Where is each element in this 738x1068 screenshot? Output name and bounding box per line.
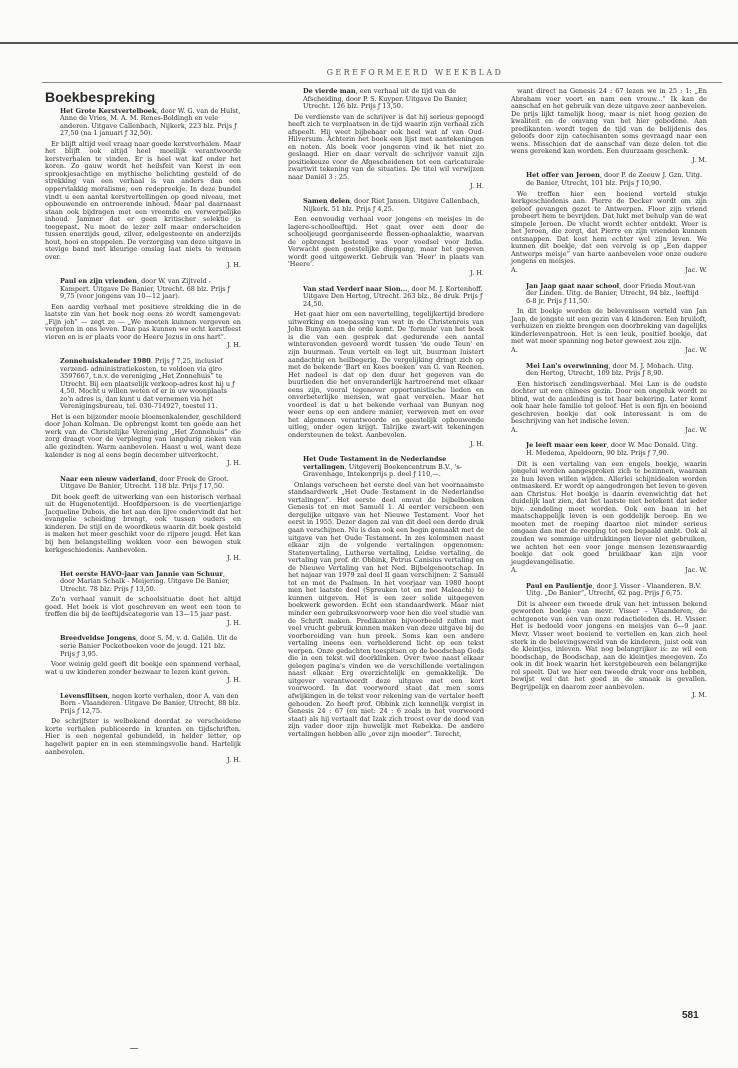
review-signature bbox=[45, 677, 241, 685]
book-title: Je leeft maar een keer bbox=[526, 441, 607, 450]
book-details: , negen korte verhalen, door A. van den Born - Vlaanderen. Uitgave De Banier, Utrecht, 88 blz. Prijs ƒ 12,75. bbox=[60, 691, 241, 715]
book-title: Paul en Paulientje bbox=[526, 581, 593, 590]
book-details: , door W. G. van de Hulst, Anne de Vries, M. A. M. Renes-Boldingh en vele anderen. Uitgave Callenbach, Nijkerk, 223 blz. Prijs ƒ 27,50 (na 1 januari ƒ 32,50). bbox=[60, 106, 241, 138]
book-details: , door Freek de Groot. Uitgave De Banier, Utrecht. 118 blz. Prijs ƒ 17,50. bbox=[60, 474, 229, 491]
masthead-rule bbox=[42, 82, 722, 83]
review-header bbox=[60, 571, 241, 594]
review-header bbox=[526, 442, 707, 457]
review-header bbox=[303, 286, 484, 309]
review-item bbox=[45, 278, 241, 350]
book-title: Het Grote Kerstvertelboek bbox=[60, 106, 157, 115]
review-body: Een aardig verhaal met positieve strekking die in de laatste zin van het boek nog eens zó wordt samengevat: „Fijn joh” — zegt ze — „We moeten kunnen vergeven en vergeten in ons leven. Dan pas kunnen we echt kerstfeest vieren en is er plaats voor de Heere Jezus in ons hart”. bbox=[45, 302, 241, 341]
review-body: Er blijft altijd veel vraag naar goede kerstverhalen. Maar het blijft ook altijd heel moeilijk verantwoorde kerstverhalen te vinden. Er is heel wat kaf onder het koren. Zo gauw wordt het heilsfeit van Kerst in een sprookjesachtige en mythische belichting gesteld of de strekking van een verhaal is van anders dan een oppervlakkig moralisme, een redepreekje. In deze bundel vindt u een aantal kerstvertellingen op goed niveau, met opbouwende en ontroerende inhoud. Maar pal daarnaast staan ook bijdragen met een vreemde en verwerpelijke inhoud. Jammer dat er geen kritischer selektie is toegepast. Nu moet de lezer zelf maar onderscheiden tussen enerzijds goud, zilver, edelgesteente en anderzijds hout, hooi en stoppelen. De verzorging van deze uitgave in stevige band met kleurige omslag laat niets te wensen over. bbox=[45, 139, 241, 261]
book-title: Jan Jaap gaat naar school bbox=[526, 281, 620, 290]
review-body: Een eenvoudig verhaal voor jongens en meisjes in de lagere-schoolleeftijd. Het gaat over een door de schooljeugd georganiseerde flessen-ophaalaktie, waarvan de opbrengst bestemd was voor voedsel voor India. Verwacht geen geestelijke diepgang, maar het gegeven wordt goed uitgewerkt. Gebruik van 'Heer' in plaats van 'Heere'. bbox=[288, 215, 484, 269]
book-details: , door Riet Jansen. Uitgave Callenbach, Nijkerk. 51 blz. Prijs ƒ 4,25. bbox=[303, 197, 480, 213]
review-signature bbox=[45, 555, 241, 563]
book-title: Van stad Verderf naar Sion... bbox=[303, 284, 408, 293]
review-item bbox=[511, 583, 707, 700]
book-details: , door Marian Schalk - Meijering. Uitgave De Banier, Utrecht. 78 blz. Prijs ƒ 13,50. bbox=[60, 569, 230, 593]
review-header bbox=[60, 476, 241, 491]
review-body: Voor weinig geld geeft dit boekje een spannend verhaal, wat u uw kinderen zonder bezwaar te lezen kunt geven. bbox=[45, 660, 241, 676]
signature-initial: A. bbox=[511, 566, 518, 575]
top-rule bbox=[0, 42, 738, 44]
signature-author: J. H. bbox=[470, 269, 484, 278]
column-1 bbox=[45, 88, 241, 773]
signature-author: J. M. bbox=[692, 155, 707, 164]
book-details: , door S. M. v. d. Galiën. Uit de serie Banier Pocketboeken voor de jeugd. 121 blz. Prijs ƒ 3,95. bbox=[60, 634, 238, 658]
review-header bbox=[60, 693, 241, 716]
review-body: Dit is een vertaling van een engels boekje, waarin jongelui worden aangesproken zich te bezinnen, waaraan ze hun leven willen wijden. Allerlei schijnidealen worden ontmaskerd. Er wordt op aangedrongen het leven te geven aan Christus. Het boekje is daarin evenwichtig dat het duidelijk laat zien, dat het laatste niet betekent dat ieder bijv. zendeling moet worden. Ook een baan in het maatschappelijk leven is een goddelijk beroep. En we moeten met de roeping daartoe niet minder serieus omgaan dan met de roeping tot een bepaald ambt. Ook al zouden we sommige uitdrukkingen liever niet gebruiken, we achten het een voor jonge mensen lezenswaardig boekje dat ook goed bruikbaar kan zijn voor jeugdevangelisatie. bbox=[511, 459, 707, 566]
review-header bbox=[526, 583, 707, 598]
review-signature bbox=[511, 692, 707, 700]
footer-mark bbox=[130, 1048, 138, 1049]
review-header bbox=[60, 278, 241, 301]
signature-author: J. H. bbox=[227, 341, 241, 350]
section-title: Boekbespreking bbox=[45, 89, 156, 105]
review-header bbox=[60, 635, 241, 658]
review-body: Een historisch zendingsverhaal. Mei Lan is de oudste dochter uit een chinees gezin. Door een ongeluk wordt ze blind, wat de aanleiding is tot haar bekering. Later komt ook haar hele familie tot geloof. Het is een fijn en boeiend geschreven boekje dat ook interessant is om de beschrijving van het indische leven. bbox=[511, 379, 707, 426]
review-item bbox=[45, 693, 241, 765]
book-details: , door J. Visser - Vlaanderen. B.V. Uitg. „De Banier”, Utrecht, 62 pag. Prijs ƒ 6,75. bbox=[526, 581, 702, 598]
review-body: Het is een bijzonder mooie bloemenkalender, geschilderd door Johan Kolman. De opbrengst komt ten goede aan het werk van de Christelijke Vereniging „Het Zonnehuis” die zorg draagt voor de verpleging van langdurig zieken van alle gezindten. Warm aanbevolen. Haast u wel, want deze kalender is nog al eens begin december uitverkocht. bbox=[45, 412, 241, 459]
column-2 bbox=[288, 88, 484, 746]
signature-initial: A. bbox=[511, 266, 518, 275]
signature-author: Jac. W. bbox=[685, 566, 707, 575]
review-item bbox=[511, 442, 707, 574]
review-item bbox=[288, 286, 484, 448]
book-details: . Prijs ƒ 7,25, inclusief verzend- administratiekosten, te voldoen via giro 3597667, t.n.v. de vereniging „Het Zonnehuis” te Utrecht. Bij een plaatselijk verkoop-adres kost hij u ƒ 4,50. Mocht u willen weten of er in uw woonplaats zo'n adres is, dan kunt u dat vernemen via het Verenigingsbureau, tel. 030-714927, toestel 11. bbox=[60, 356, 235, 411]
review-signature bbox=[511, 347, 707, 355]
book-details: . Uitgeverij Boekencentrum B.V., 's-Gravenhage, Intekenprijs p. deel ƒ 110,—. bbox=[303, 462, 462, 479]
book-details: , door M. J. Mobach. Uitg. den Hertog, Utrecht, 109 blz. Prijs ƒ 8,90. bbox=[526, 361, 694, 378]
book-title: De vierde man bbox=[303, 87, 356, 95]
review-item bbox=[511, 363, 707, 435]
review-signature bbox=[45, 757, 241, 765]
book-title: Breedveldse Jongens bbox=[60, 634, 136, 643]
review-signature bbox=[288, 441, 484, 449]
signature-author: J. H. bbox=[227, 618, 241, 627]
review-signature bbox=[45, 460, 241, 468]
review-body: Het gaat hier om een navertelling, tegelijkertijd bredere uitwerking en toepassing van wat in de Christenreis van John Bunyan aan de orde komt. De 'formule' van het boek is die van een gesprek dat gedurende een aantal winteravonden gevoerd wordt tussen 'de oude Teun' en zijn buurman. Teun vertelt en legt uit, buurman luistert aandachtig en heilbegerig. De vergelijking dringt zich op met de bekende 'Bart en Kees boeken' van G. van Reenen. Het nadeel is dat op den duur het gegeven van de buurlieden die het onveranderlijk hartroerend met elkaar eens zijn, vooral tegenover opportunistische lieden en onverbeterlijke mensen, wat gaat vervelen. Maar het voordeel is dat u het bekende verhaal van Bunyan nog weer eens op een andere manier, verweven met en over het algemeen verantwoorde en geestelijk opbouwende uitleg, onder ogen krijgt. Talrijke zwart-wit tekeningen ondersteunen de tekst. Aanbevolen. bbox=[288, 310, 484, 439]
review-header bbox=[60, 108, 241, 138]
review-item bbox=[288, 88, 484, 190]
book-details: , door M. J. Kortenhoff. Uitgave Den Hertog, Utrecht. 263 blz., 8e druk. Prijs ƒ 24,50. bbox=[303, 284, 483, 308]
review-body: We treffen hier een boeiend verteld stukje kerkgeschiedenis aan. Pierre de Decker wordt om zijn geloof gevangen gezet te Antwerpen. Floor zijn vriend probeert hem te bevrijden. Dat lukt met behulp van de wat simpele Jeroen. De vlucht wordt echter ontdekt. Weer is het Jeroen, die zorgt, dat Pierre en zijn vrienden kunnen ontsnappen. Dat kost hem echter wel zijn leven. We kunnen dit boekje, dat een vervolg is op „Een dapper Antwerps meisje” van harte aanbevelen voor onze oudere jongens en meisjes. bbox=[511, 189, 707, 266]
signature-author: J. H. bbox=[470, 439, 484, 448]
book-title: Het offer van Jeroen bbox=[526, 171, 600, 180]
review-header bbox=[303, 198, 484, 213]
review-header bbox=[526, 283, 707, 306]
review-signature bbox=[288, 183, 484, 191]
review-body: De schrijfster is welbekend doordat ze verscheidene korte verhalen publiceerde in kranten en tijdschriften. Hier is een negental gebundeld, in helder letter, op hagelwit papier en in een stemmingsvolle band. Hartelijk aanbevolen. bbox=[45, 717, 241, 756]
book-title: Het eerste HAVO-jaar van Jannie van Schuur bbox=[60, 569, 223, 578]
review-header bbox=[303, 88, 484, 111]
review-signature bbox=[511, 157, 707, 165]
review-item bbox=[288, 198, 484, 277]
review-header bbox=[60, 358, 241, 411]
signature-author: J. M. bbox=[692, 691, 707, 700]
review-signature bbox=[45, 262, 241, 270]
review-header bbox=[526, 363, 707, 378]
signature-initial: A. bbox=[511, 425, 518, 434]
review-header bbox=[526, 172, 707, 187]
review-item bbox=[511, 283, 707, 355]
review-header bbox=[303, 456, 484, 479]
book-details: , door P. de Zeeuw J. Gzn. Uitg. de Banier, Utrecht, 101 blz. Prijs ƒ 10,90. bbox=[526, 171, 703, 188]
review-item bbox=[45, 108, 241, 270]
review-body: Dit boek geeft de uitwerking van een historisch verhaal uit de Hugenotentijd. Hoofdpersoon is de veertienjarige Jacqueline Dubois, die het aan den lijve ondervindt dat het evangelie scheiding brengt, ook tussen ouders en kinderen. De stijl en de woordkeus waarin dit boek gesteld is maken het meer geschikt voor de rijpere jeugd. Het kan bij hen belangstelling wekken voor een bewogen stuk kerkgeschiedenis. Aanbevolen. bbox=[45, 492, 241, 554]
column-3 bbox=[511, 88, 707, 708]
signature-author: J. H. bbox=[227, 261, 241, 270]
book-title: Paul en zijn vrienden bbox=[60, 277, 137, 286]
review-item bbox=[45, 476, 241, 563]
review-item bbox=[45, 635, 241, 684]
signature-author: Jac. W. bbox=[685, 266, 707, 275]
review-item bbox=[45, 571, 241, 628]
book-title: Mei Lan's overwinning bbox=[526, 361, 609, 370]
review-body: Dit is alweer een tweede druk van het intussen bekend geworden boekje van mevr. Visser - Vlaanderen, de echtgenote van één van onze redactieleden ds. H. Visser. Het is bedoeld voor jongens en meisjes van 6—9 jaar. Mevr. Visser weet boeiend te vertellen en kan zich heel sterk in de belevingswereld van de kinderen, juist ook van de kleintjes, inleven. Wat nog belangrijker is: ze wil een boodschap, de Boodschap, aan de kleintjes meegeven. Zo ook in dit boek waarin het kerstgebeuren een belangrijke rol speelt. Dat we hier een tweede druk voor ons hebben, bewijst wel dat het goed in de smaak is gevallen. Begrijpelijk en daarom zeer aanbevolen. bbox=[511, 599, 707, 691]
signature-author: Jac. W. bbox=[685, 425, 707, 434]
book-details: , een verhaal uit de tijd van de Afscheiding, door P. S. Kuyper. Uitgave De Banier, Utrecht. 126 blz. Prijs ƒ 13,50. bbox=[303, 87, 468, 111]
page-number: 581 bbox=[682, 1010, 699, 1021]
masthead: GEREFORMEERD WEEKBLAD bbox=[326, 68, 504, 77]
review-item bbox=[511, 88, 707, 164]
review-signature bbox=[511, 267, 707, 275]
review-signature bbox=[511, 427, 707, 435]
review-item bbox=[288, 456, 484, 738]
review-signature bbox=[45, 342, 241, 350]
book-details: , door W. van Zijtveld - Kampert. Uitgave De Banier, Utrecht. 68 blz. Prijs ƒ 9,75 (voor jongens van 10—12 jaar). bbox=[60, 277, 231, 301]
review-body: In dit boekje worden de belevenissen verteld van Jan Jaap, de jongste uit een gezin van 4 kinderen. Een bruiloft, verhuizen en ziekte brengen een doorbreking van dagelijks kinderlevenpatroon. Het is een leuk, positief boekje, dat met wat meer spanning nog beter geweest zou zijn. bbox=[511, 307, 707, 346]
signature-author: Jac. W. bbox=[685, 345, 707, 354]
signature-author: J. H. bbox=[470, 181, 484, 190]
review-signature bbox=[288, 270, 484, 278]
review-body: Zo'n verhaal vanuit de schoolsituatie doet het altijd goed. Het boek is vlot geschreven en weet een toon te treffen die bij de leeftijdscategorie van 13—15 jaar past. bbox=[45, 595, 241, 619]
review-body: De verdienste van de schrijver is dat hij serieus gepoogd heeft zich te verplaatsen in de tijd waarin zijn verhaal zich afspeelt. Hij weet bijbehaar ook heel wat af van Oud-Hilversum. Achterin het boek een lijst met aantekeningen en noten. Als boek voor jongeren vind ik het niet zo geslaagd. Hier en daar vervalt de schrijver vanuit zijn positiekeuze voor de Afgescheidenen tot een caricaturale zwartwit tekening van de situaties. De titel wil verwijzen naar Daniël 3 : 25. bbox=[288, 112, 484, 182]
review-item bbox=[511, 172, 707, 274]
book-details: , door W. Mac Donald. Uitg. H. Medema, Apeldoorn, 90 blz. Prijs ƒ 7,90. bbox=[526, 441, 698, 457]
signature-initial: A. bbox=[511, 345, 518, 354]
review-signature bbox=[45, 620, 241, 628]
book-title: Levensflitsen bbox=[60, 691, 108, 700]
review-body: want direct na Genesis 24 : 67 lezen we in 25 : 1: „En Abraham voer voort en nam een vrouw...” Ik kan de aanschaf en het gebruik van deze uitgave zeer aanbevelen. De prijs lijkt tamelijk hoog, maar is niet hoog gezien de kwaliteit en de omvang van het hier gebodene. Aan predikanten wordt tegen de tijd van de belijdenis des geloofs door zijn catechisanten soms gevraagd naar een wens. Misschien dat de aanschaf van deze delen tot die wens gerekend kan worden. Een duurzaam geschenk. bbox=[511, 87, 707, 156]
signature-author: J. H. bbox=[227, 756, 241, 765]
review-signature bbox=[511, 567, 707, 575]
book-title: Naar een nieuw vaderland bbox=[60, 474, 156, 483]
book-title: Zonnehuiskalender 1980 bbox=[60, 356, 151, 365]
signature-author: J. H. bbox=[227, 554, 241, 563]
book-details: , door Frieda Mout-van der Linden. Uitg. de Banier, Utrecht, 94 blz., leeftijd 6-8 jr. Prijs ƒ 11,50. bbox=[526, 281, 699, 305]
book-title: Het Oude Testament in de Nederlandse vertalingen bbox=[303, 455, 447, 471]
review-body: Onlangs verscheen het eerste deel van het voornaamste standaardwerk „Het Oude Testament in de Nederlandse vertalingen”. Het eerste deel omvat de bijbelboeken Genesis tot en met Samuël 1. Al eerder verscheen een dergelijke uitgave van het Nieuwe Testament. Voor het eerst in 1955. Dezer dagen zal van dit deel een derde druk gaan verschijnen. Nu is dan ook een begin gemaakt met de uitgave van het Oude Testament. In zes kolommen naast elkaar zijn de volgende vertalingen opgenomen: Statenvertaling, Lutherse vertaling, Leidse vertaling, de vertaling van prof. dr. Obbink, Petrus Canisius vertaling en de Nieuwe Vertaling van het Ned. Bijbelgenootschap. In het najaar van 1979 zal deel II gaan verschijnen: 2 Samuël tot en met de Psalmen. In het voorjaar van 1980 hoopt men het laatste deel (Spreuken tot en met Maleachi) te kunnen uitgeven. Het is een zeer solide uitgegeven boekwerk geworden. Echt een standaardwerk. Maar niet minder een gebruiksvoorwerp voor hen die veel studie van de Schrift maken. Predikanten bijvoorbeeld zullen met veel vrucht gebruik kunnen maken van deze uitgave bij de voorbereiding van hun preek. Soms kan een andere vertaling ineens een verhelderend licht op een tekst werpen. Onze gedachten toespitsen op de boodschap Gods die in een tekst wil doorklinken. Over twee naast elkaar gelegen pagina's vinden we de verschillende vertalingen naast elkaar. Erg overzichtelijk en gemakkelijk. De uitgever verantwoordt deze uitgave met een kort voorwoord. In dat voorwoord staat dat men soms afwijkingen in de tekst voor rekening van de vertaler heeft gehouden. Zo heeft prof. Obbink zich kennelijk vergist in Genesis 24 : 67 (en niet: 24 : 6 zoals in het voorwoord staat) als hij vertaalt dat Izak zich troost over de dood van zijn vader door zijn huwelijk met Rebekka. De andere vertalingen hebben alle „over zijn moeder”. Terecht, bbox=[288, 480, 484, 738]
review-item bbox=[45, 358, 241, 468]
signature-author: J. H. bbox=[227, 676, 241, 685]
book-title: Samen delen bbox=[303, 197, 350, 206]
signature-author: J. H. bbox=[227, 459, 241, 468]
